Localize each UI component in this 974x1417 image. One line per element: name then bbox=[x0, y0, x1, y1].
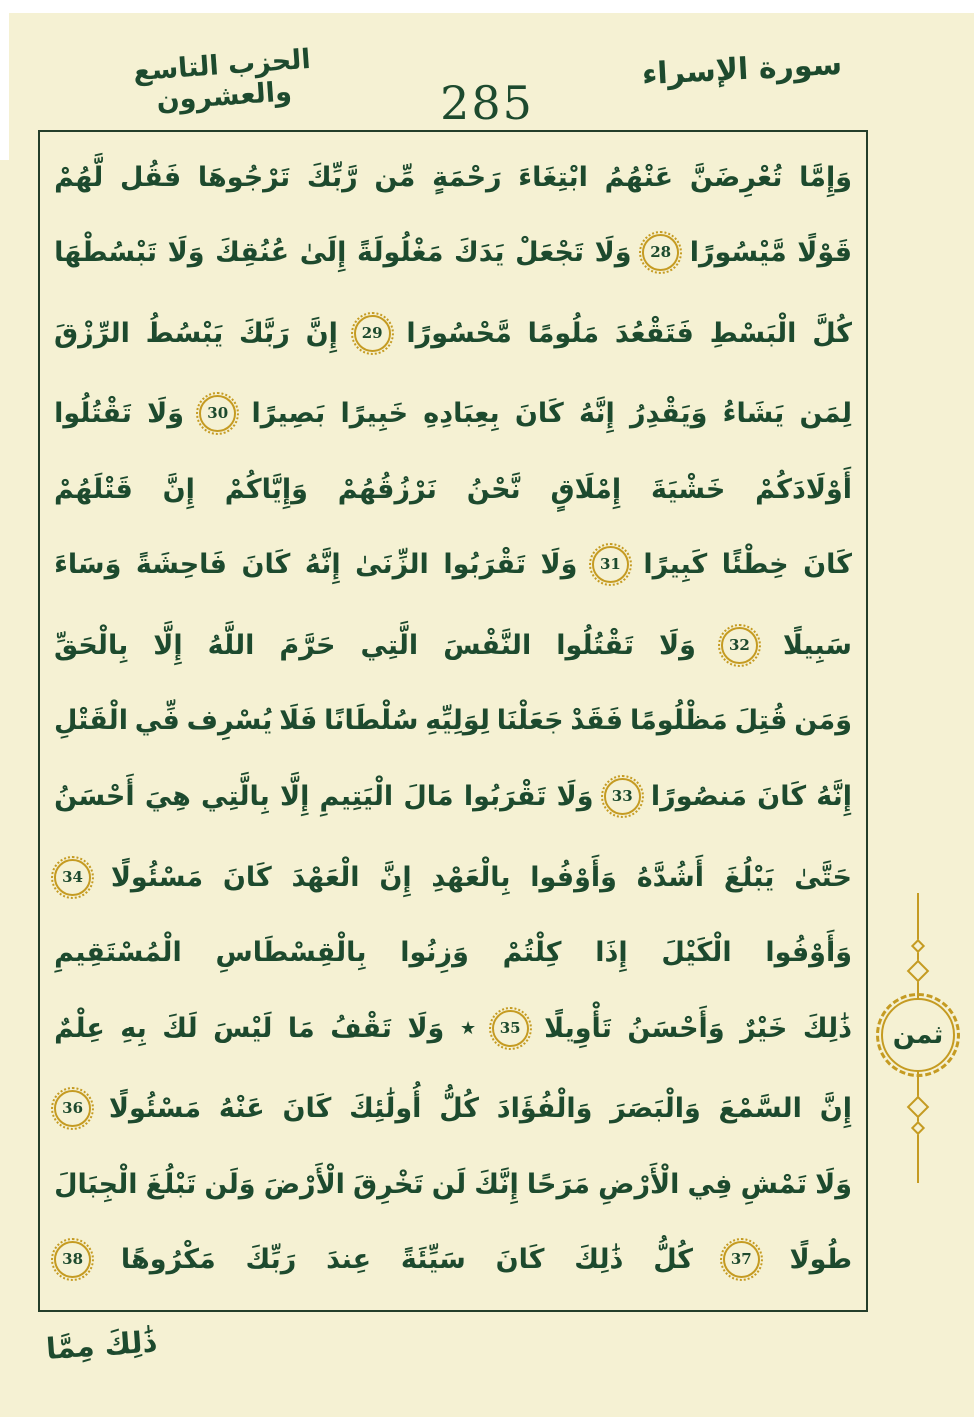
quran-word: بِالْقِسْطَاسِ bbox=[215, 937, 367, 969]
quran-word: بِالْحَقِّ bbox=[54, 629, 129, 661]
verse-number-badge: 33 bbox=[604, 778, 641, 815]
quran-word: قَتْلَهُمْ bbox=[54, 473, 133, 505]
quran-word: لَكَ bbox=[162, 1012, 198, 1044]
quran-word: مَغْلُولَةً bbox=[357, 237, 444, 269]
quran-word: تَقْتُلُوا bbox=[556, 629, 634, 661]
quran-word: بِعِبَادِهِ bbox=[423, 398, 500, 430]
verse-number-badge: 30 bbox=[199, 395, 236, 432]
quran-word: وَأَوْفُوا bbox=[765, 937, 852, 969]
quran-word: مَالَ bbox=[403, 781, 454, 813]
quran-word: الْقَتْلِ bbox=[54, 705, 128, 737]
quran-word: سُلْطَانًا bbox=[324, 705, 419, 737]
quran-word: خَيْرٌ bbox=[740, 1012, 788, 1044]
verse-number-badge: 36 bbox=[54, 1090, 91, 1127]
quran-word: إِلَّا bbox=[279, 781, 310, 813]
quran-word: إِلَىٰ bbox=[299, 237, 347, 269]
quran-word: مَكْرُوهًا bbox=[120, 1244, 216, 1276]
mushaf-line-7 bbox=[54, 627, 852, 664]
quran-word: وَلَن bbox=[204, 1168, 256, 1200]
thumn-margin-ornament bbox=[877, 893, 959, 1183]
quran-word: الْبَسْطِ bbox=[709, 317, 797, 349]
verse-number-badge: 31 bbox=[592, 546, 629, 583]
quran-word: تَقْرَبُوا bbox=[443, 549, 526, 581]
quran-word: فِّي bbox=[134, 705, 180, 737]
quran-word: وَلَا bbox=[147, 398, 185, 430]
quran-word: كَانَ bbox=[514, 398, 564, 430]
quran-word: مَا bbox=[287, 1012, 315, 1044]
quran-word: الَّتِي bbox=[360, 629, 419, 661]
quran-word: خِطْئًا bbox=[721, 549, 789, 581]
quran-word: خَبِيرًا bbox=[340, 398, 409, 430]
quran-word: وَلَا bbox=[594, 237, 632, 269]
catchword: ذَٰلِكَ مِمَّا bbox=[45, 1324, 159, 1366]
scan-edge-artifact bbox=[0, 0, 974, 13]
quran-word: مَسْئُولًا bbox=[110, 861, 204, 893]
quran-word: عِندَ bbox=[326, 1244, 372, 1276]
quran-word: الْأَرْضِ bbox=[598, 1168, 680, 1200]
quran-word: كَانَ bbox=[282, 1093, 332, 1125]
quran-word: أَشُدَّهُ bbox=[636, 861, 705, 893]
mushaf-line-2 bbox=[54, 234, 852, 271]
mushaf-line-14 bbox=[54, 1168, 852, 1200]
quran-word: كَانَ bbox=[222, 861, 272, 893]
quran-word: وَأَحْسَنُ bbox=[627, 1012, 725, 1044]
quran-word: عَنْهُمُ bbox=[604, 161, 674, 193]
quran-word: كَبِيرًا bbox=[643, 549, 708, 581]
mushaf-line-12 bbox=[54, 1010, 852, 1047]
verse-number-badge: 32 bbox=[721, 627, 758, 664]
quran-word: الْمُسْتَقِيمِ bbox=[54, 937, 182, 969]
quran-word: بِهِ bbox=[120, 1012, 147, 1044]
mushaf-line-3 bbox=[54, 315, 852, 352]
diamond-finial-icon bbox=[907, 960, 930, 983]
quran-word: ابْتِغَاءَ bbox=[518, 161, 588, 193]
quran-word: فَقَدْ bbox=[570, 705, 624, 737]
quran-word: كَانَ bbox=[495, 1244, 545, 1276]
quran-word: هِيَ bbox=[144, 781, 191, 813]
quran-word: سَيِّئَةً bbox=[400, 1244, 466, 1276]
verse-number-badge: 28 bbox=[642, 234, 679, 271]
quran-word: لَيْسَ bbox=[213, 1012, 273, 1044]
quran-word: وَالْفُؤَادَ bbox=[496, 1093, 593, 1125]
quran-word: فَاحِشَةً bbox=[135, 549, 227, 581]
quran-word: وَلَا bbox=[540, 549, 578, 581]
quran-word: كَانَ bbox=[241, 549, 291, 581]
quran-word: إِنَّهُ bbox=[304, 549, 341, 581]
thumn-label: ثمن bbox=[892, 1020, 944, 1050]
quran-word: إِنَّ bbox=[162, 473, 195, 505]
quran-word: نَرْزُقُهُمْ bbox=[337, 473, 437, 505]
quran-word: إِذَا bbox=[595, 937, 628, 969]
quran-word: الْجِبَالَ bbox=[54, 1168, 138, 1200]
quran-word: تَرْجُوهَا bbox=[197, 161, 291, 193]
quran-word: تَقْرَبُوا bbox=[463, 781, 547, 813]
quran-word: مَّحْسُورًا bbox=[406, 317, 512, 349]
quran-word: لِوَلِيِّهِ bbox=[425, 705, 490, 737]
quran-word: عُنُقِكَ bbox=[215, 237, 290, 269]
quran-word: يَبْسُطُ bbox=[145, 317, 224, 349]
quran-word: طُولًا bbox=[789, 1244, 852, 1276]
quran-word: إِلَّا bbox=[153, 629, 183, 661]
quran-word: وَيَقْدِرُ bbox=[629, 398, 708, 430]
quran-word: كِلْتُمْ bbox=[502, 937, 562, 969]
quran-word: وَلَا bbox=[659, 629, 696, 661]
surah-title: سورة الإسراء bbox=[641, 46, 843, 93]
mushaf-line-13 bbox=[54, 1090, 852, 1127]
quran-word: الزِّنَىٰ bbox=[355, 549, 429, 581]
quran-word: تَبْلُغَ bbox=[145, 1168, 197, 1200]
quran-word: فَتَقْعُدَ bbox=[614, 317, 694, 349]
quran-word: إِنَّ bbox=[379, 861, 412, 893]
quran-word: تُعْرِضَنَّ bbox=[689, 161, 783, 193]
quran-word: فَقُل bbox=[119, 161, 182, 193]
quran-word: مَّيْسُورًا bbox=[689, 237, 787, 269]
mushaf-line-1 bbox=[54, 161, 852, 193]
mushaf-line-11 bbox=[54, 937, 852, 969]
quran-word: لَن bbox=[431, 1168, 467, 1200]
quran-word: بَصِيرًا bbox=[251, 398, 326, 430]
thumn-rosette-medallion bbox=[881, 998, 955, 1072]
quran-word: يَبْلُغَ bbox=[723, 861, 775, 893]
verse-number-badge: 29 bbox=[354, 315, 391, 352]
quran-word: حَرَّمَ bbox=[279, 629, 336, 661]
quran-word: وَلَا bbox=[556, 781, 594, 813]
quran-word: وَزِنُوا bbox=[400, 937, 469, 969]
quran-word: جَعَلْنَا bbox=[496, 705, 564, 737]
quran-word: أُولَٰئِكَ bbox=[349, 1093, 422, 1125]
quran-word: أَوْلَادَكُمْ bbox=[755, 473, 852, 505]
quran-word: عَنْهُ bbox=[218, 1093, 265, 1125]
quran-word: قَوْلًا bbox=[797, 237, 852, 269]
quran-word: مَسْئُولًا bbox=[108, 1093, 202, 1125]
quran-word: تَقْتُلُوا bbox=[54, 398, 132, 430]
quran-word: رَبِّكَ bbox=[245, 1244, 297, 1276]
scan-edge-artifact-left bbox=[0, 0, 9, 160]
quran-word: رَبَّكَ bbox=[238, 317, 290, 349]
quran-word: تَقْفُ bbox=[330, 1012, 392, 1044]
mushaf-line-9 bbox=[54, 778, 852, 815]
quran-word: سَبِيلًا bbox=[782, 629, 852, 661]
quran-word: ذَٰلِكَ bbox=[574, 1244, 624, 1276]
diamond-finial-icon bbox=[907, 1096, 930, 1119]
quran-word: تَبْسُطْهَا bbox=[54, 237, 157, 269]
quran-word: مِّن bbox=[374, 161, 416, 193]
quran-word: تَمْشِ bbox=[740, 1168, 807, 1200]
quran-word: الرِّزْقَ bbox=[54, 317, 130, 349]
quran-word: بِالَّتِي bbox=[201, 781, 270, 813]
quran-word: مَلُومًا bbox=[527, 317, 600, 349]
quran-word: بِالْعَهْدِ bbox=[431, 861, 511, 893]
quran-word: إِنَّ bbox=[305, 317, 338, 349]
mushaf-line-6 bbox=[54, 546, 852, 583]
mushaf-line-10 bbox=[54, 859, 852, 896]
quran-word: وَلَا bbox=[407, 1012, 445, 1044]
quran-word: إِنَّ bbox=[819, 1093, 852, 1125]
quran-word: يَشَاءُ bbox=[722, 398, 785, 430]
quran-word: يُسْرِف bbox=[186, 705, 273, 737]
verse-number-badge: 35 bbox=[492, 1010, 529, 1047]
quran-word: الْعَهْدَ bbox=[291, 861, 360, 893]
quran-word: وَلَا bbox=[167, 237, 205, 269]
quran-word: رَحْمَةٍ bbox=[432, 161, 502, 193]
verse-number-badge: 34 bbox=[54, 859, 91, 896]
diamond-finial-icon bbox=[911, 1121, 925, 1135]
quran-word: عِلْمٌ bbox=[54, 1012, 105, 1044]
quran-word: تَجْعَلْ bbox=[515, 237, 585, 269]
quran-word: وَإِمَّا bbox=[799, 161, 852, 193]
mushaf-line-15 bbox=[54, 1241, 852, 1278]
quran-word: الْيَتِيمِ bbox=[319, 781, 394, 813]
quran-word: يَدَكَ bbox=[454, 237, 505, 269]
quran-word: كَانَ bbox=[803, 549, 852, 581]
quran-word: مَظْلُومًا bbox=[629, 705, 728, 737]
quran-word: إِنَّهُ bbox=[816, 781, 852, 813]
diamond-finial-icon bbox=[911, 939, 925, 953]
quran-word: إِمْلَاقٍ bbox=[550, 473, 622, 505]
rub-el-hizb-star-icon: ٭ bbox=[459, 1010, 477, 1046]
quran-word: تَأْوِيلًا bbox=[544, 1012, 612, 1044]
quran-word: فِي bbox=[687, 1168, 733, 1200]
quran-word: رَّبِّكَ bbox=[306, 161, 358, 193]
quran-word: وَسَاءَ bbox=[54, 549, 122, 581]
quran-word: خَشْيَةَ bbox=[650, 473, 726, 505]
quran-word: الْكَيْلَ bbox=[661, 937, 732, 969]
quran-word: تَخْرِقَ bbox=[353, 1168, 424, 1200]
quran-word: إِنَّهُ bbox=[578, 398, 615, 430]
quran-word: اللَّهُ bbox=[207, 629, 255, 661]
verse-number-badge: 38 bbox=[54, 1241, 91, 1278]
quran-word: أَحْسَنُ bbox=[54, 781, 135, 813]
quran-word: إِنَّكَ bbox=[474, 1168, 519, 1200]
quran-word: كَانَ bbox=[757, 781, 807, 813]
quran-word: كُلُّ bbox=[653, 1244, 693, 1276]
quran-word: النَّفْسَ bbox=[443, 629, 532, 661]
verse-number-badge: 37 bbox=[723, 1241, 760, 1278]
quran-word: وَإِيَّاكُمْ bbox=[224, 473, 308, 505]
text-frame bbox=[38, 130, 868, 1312]
quran-word: كُلُّ bbox=[439, 1093, 479, 1125]
quran-word: ذَٰلِكَ bbox=[802, 1012, 852, 1044]
quran-word: وَأَوْفُوا bbox=[530, 861, 617, 893]
quran-word: حَتَّىٰ bbox=[794, 861, 852, 893]
quran-word: مَرَحًا bbox=[526, 1168, 591, 1200]
quran-word: مَنصُورًا bbox=[650, 781, 747, 813]
quran-word: قُتِلَ bbox=[734, 705, 788, 737]
quran-word: وَمَن bbox=[794, 705, 852, 737]
quran-word: لِمَن bbox=[799, 398, 852, 430]
quran-word: فَلَا bbox=[279, 705, 318, 737]
mushaf-line-5 bbox=[54, 473, 852, 505]
quran-word: السَّمْعَ bbox=[718, 1093, 802, 1125]
hizb-label: الحزب التاسع والعشرون bbox=[132, 43, 312, 117]
quran-word: وَالْبَصَرَ bbox=[610, 1093, 701, 1125]
mushaf-line-4 bbox=[54, 395, 852, 432]
quran-word: لَّهُمْ bbox=[54, 161, 104, 193]
quran-word: كُلَّ bbox=[812, 317, 852, 349]
page-number: 285 bbox=[440, 76, 534, 130]
mushaf-line-8 bbox=[54, 705, 852, 737]
quran-word: نَّحْنُ bbox=[466, 473, 521, 505]
quran-word: وَلَا bbox=[815, 1168, 852, 1200]
quran-word: الْأَرْضَ bbox=[263, 1168, 345, 1200]
